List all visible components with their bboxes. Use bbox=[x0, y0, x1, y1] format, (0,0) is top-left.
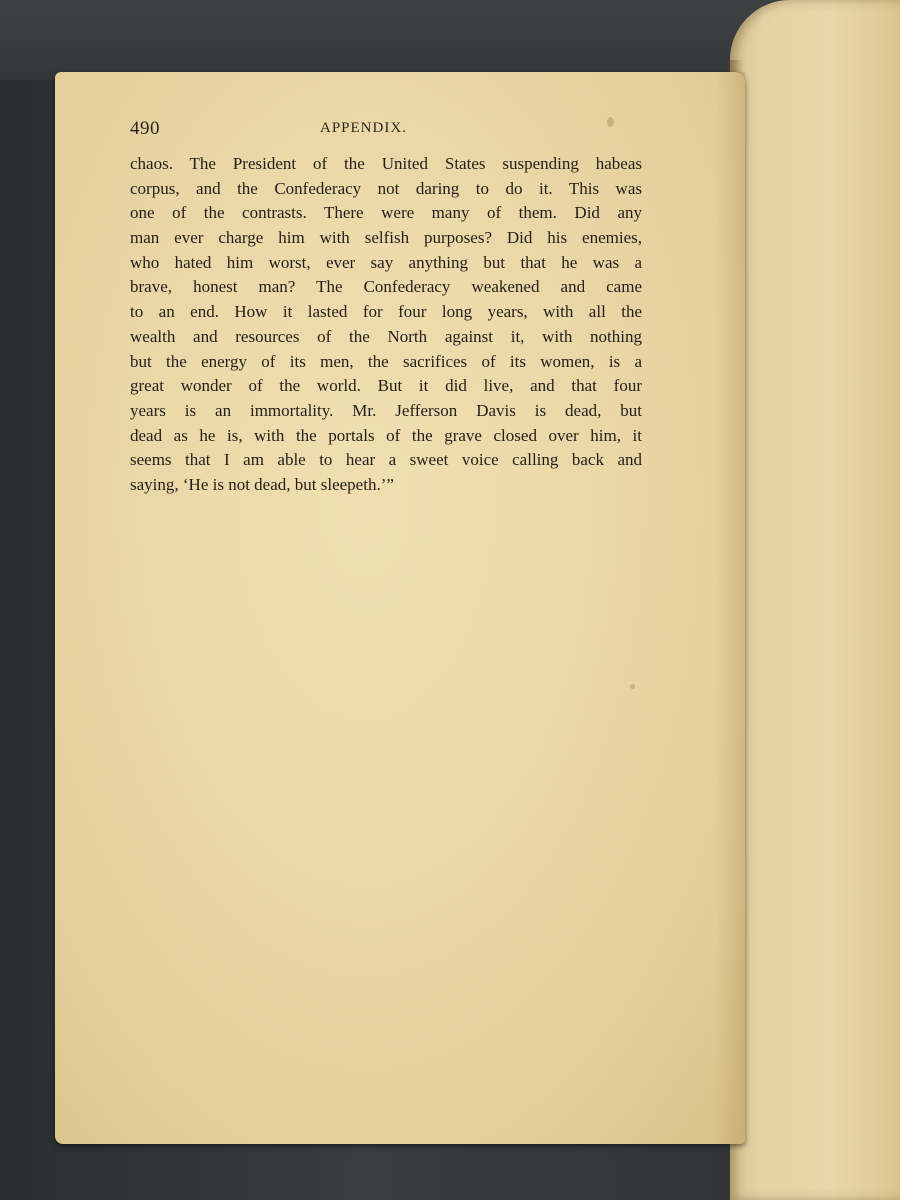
text-line: saying, ‘He is not dead, but sleepeth.’” bbox=[130, 474, 394, 494]
text-line: dead as he is, with the portals of the grave closed over him, it bbox=[130, 425, 642, 445]
text-line: wealth and resources of the North against it, with nothing bbox=[130, 326, 642, 346]
text-line: brave, honest man? The Confederacy weakened and came bbox=[130, 277, 642, 297]
text-line: but the energy of its men, the sacrifices of its women, is a bbox=[130, 351, 642, 371]
text-line: chaos. The President of the United States suspending habeas bbox=[130, 154, 642, 173]
text-line: great wonder of the world. But it did live, and that four bbox=[130, 376, 642, 396]
text-line: who hated him worst, ever say anything but that he was a bbox=[130, 252, 642, 272]
text-line: to an end. How it lasted for four long years, with all the bbox=[130, 302, 642, 322]
text-line: seems that I am able to hear a sweet voice calling back and bbox=[130, 450, 642, 470]
text-line: years is an immortality. Mr. Jefferson Davis is dead, but bbox=[130, 400, 642, 420]
facing-page bbox=[730, 0, 900, 1200]
body-text bbox=[130, 152, 642, 498]
text-line: man ever charge him with selfish purposes? Did his enemies, bbox=[130, 228, 642, 248]
page-header bbox=[130, 118, 640, 144]
running-head: APPENDIX. bbox=[320, 120, 407, 136]
paper-spot bbox=[630, 684, 635, 689]
text-line: one of the contrasts. There were many of them. Did any bbox=[130, 203, 642, 223]
text-line: corpus, and the Confederacy not daring to do it. This was bbox=[130, 178, 642, 198]
page-number: 490 bbox=[130, 118, 160, 139]
